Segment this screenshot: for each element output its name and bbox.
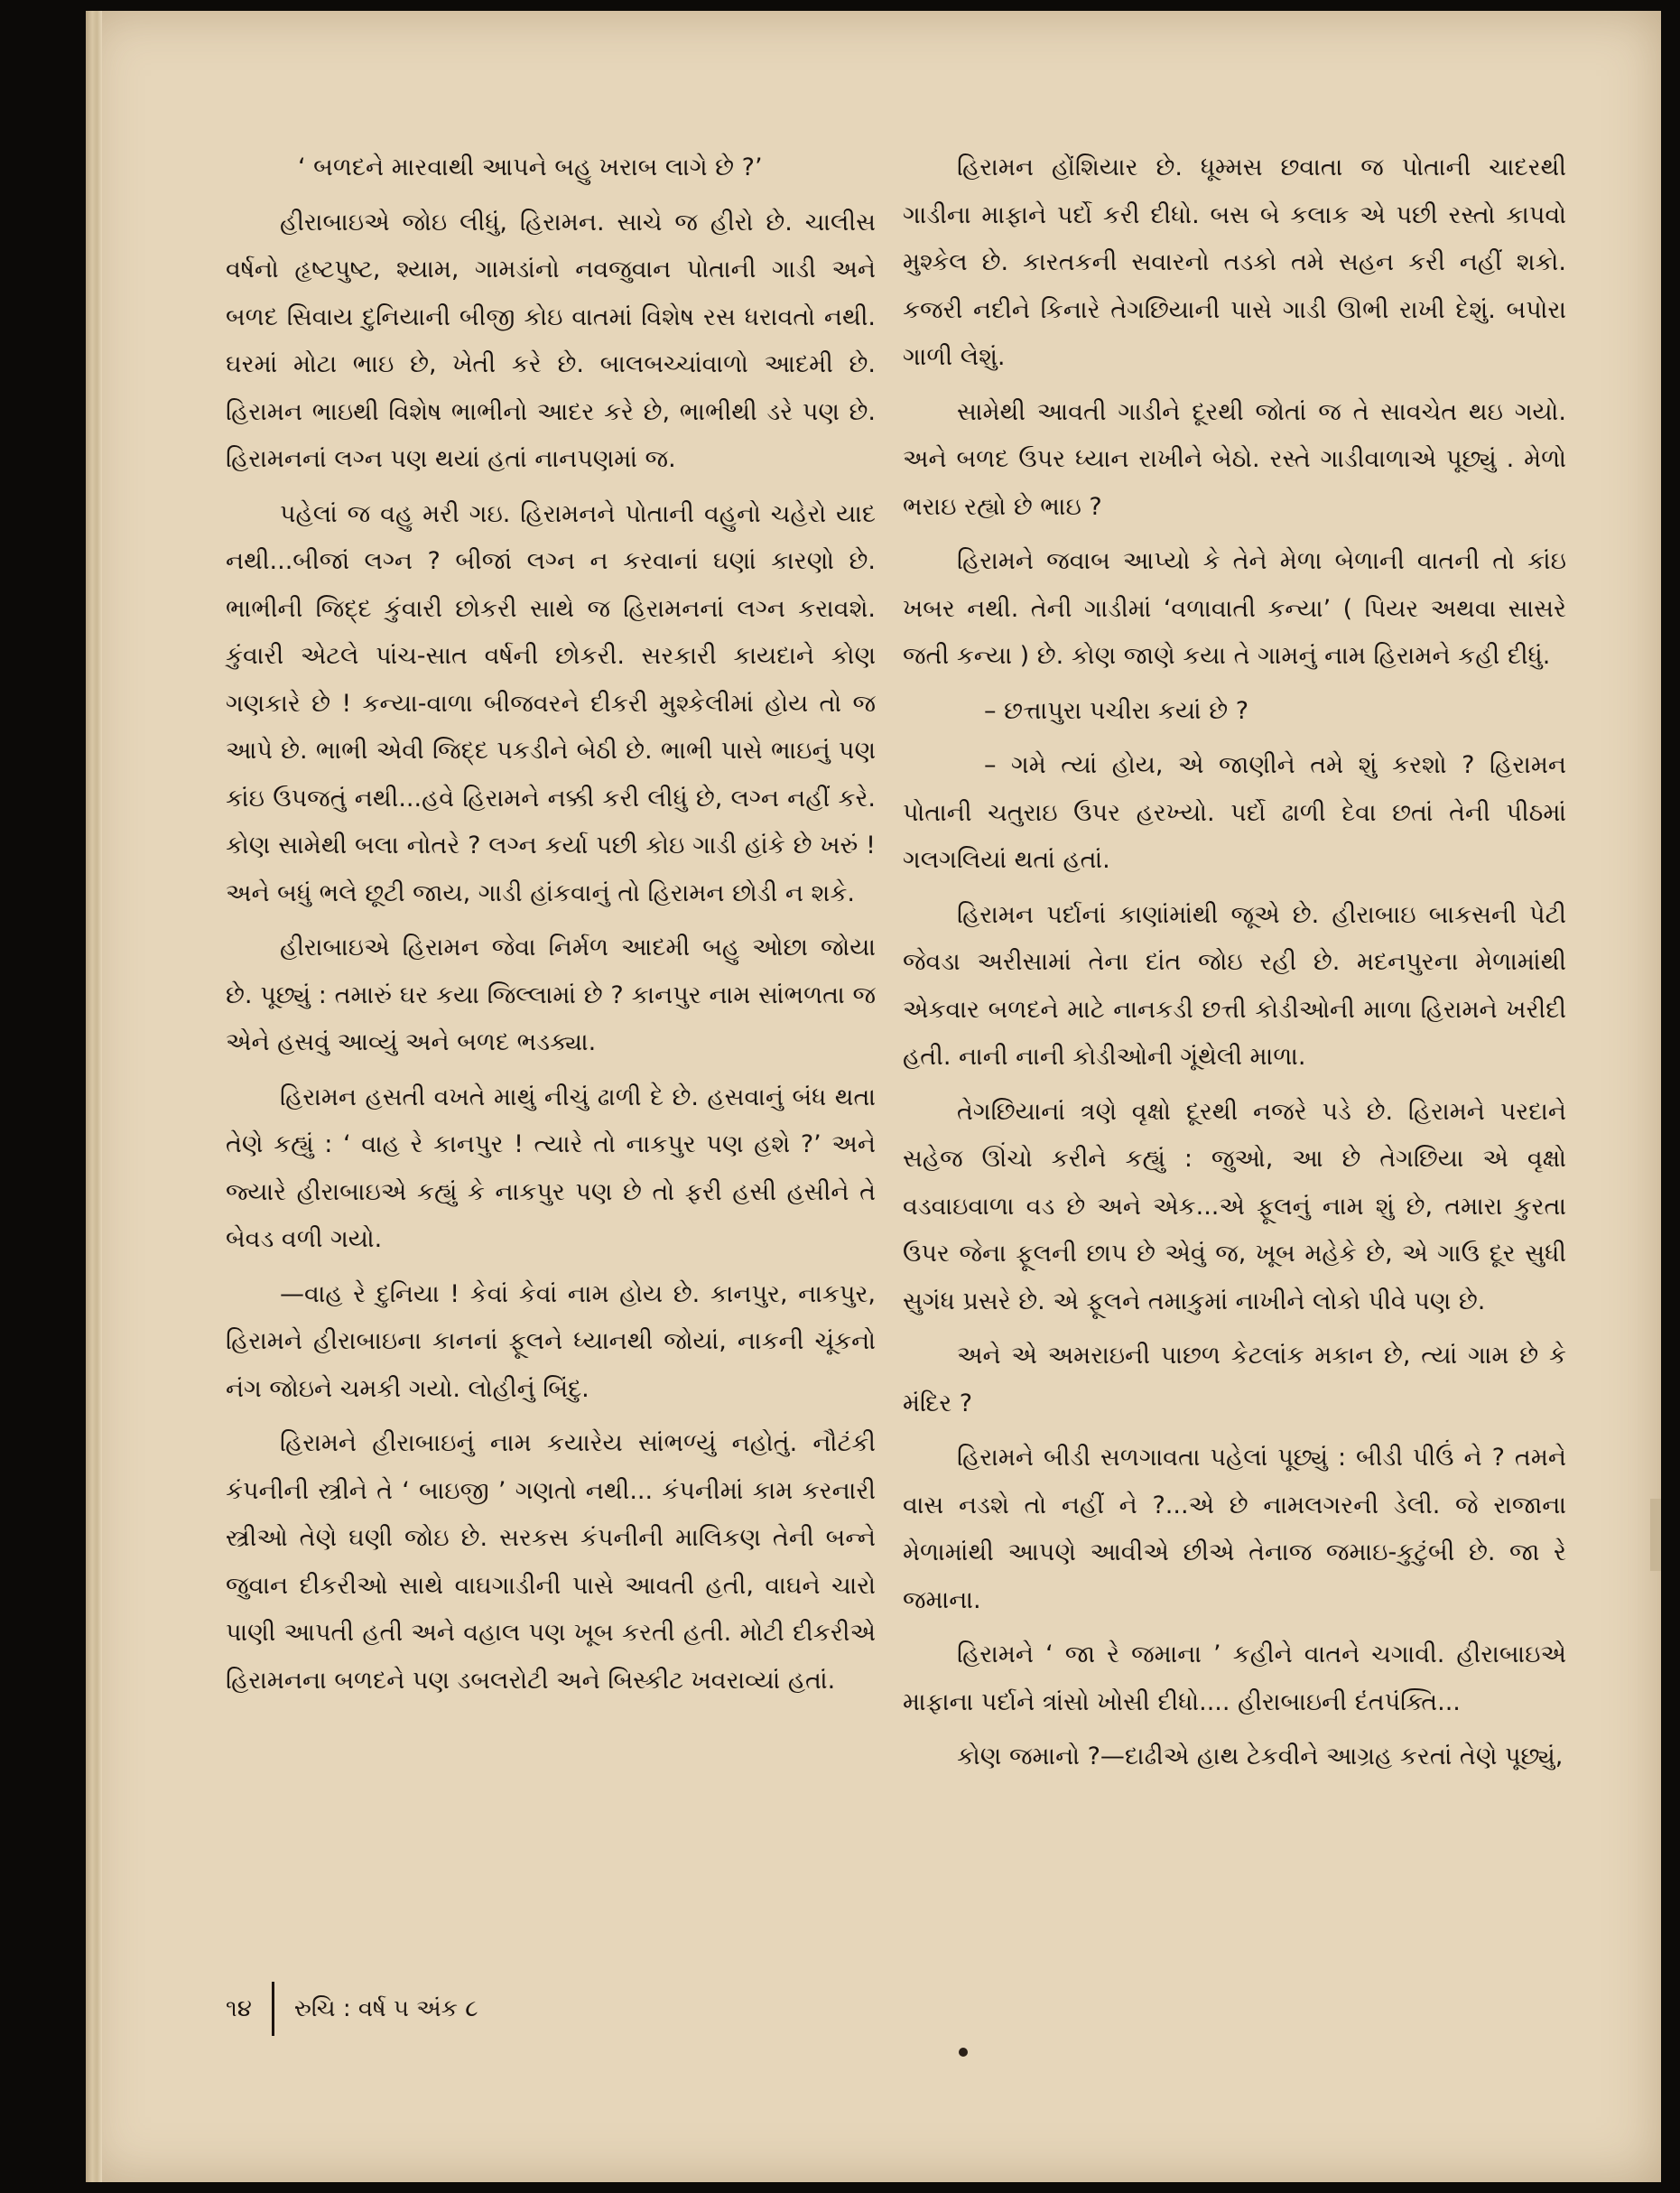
paragraph: —વાહ રે દુનિયા ! કેવાં કેવાં નામ હોય છે. કાનપુર, નાકપુર, હિરામને હીરાબાઇના કાનનાં ફૂલને ધ્યાનથી જોયાં, નાકની ચૂંકનો નંગ જોઇને ચમકી ગયો. લોહીનું બિંદુ. bbox=[226, 1279, 876, 1403]
page-binding-edge bbox=[86, 11, 102, 2182]
paragraph: હીરાબાઇએ હિરામન જેવા નિર્મળ આદમી બહુ ઓછા જોયા છે. પૂછ્યું : તમારું ઘર કયા જિલ્લામાં છે ? કાનપુર નામ સાંભળતા જ એને હસવું આવ્યું અને બળદ ભડક્યા. bbox=[226, 934, 876, 1056]
paragraph: હિરામને ‘ જા રે જમાના ’ કહીને વાતને ચગાવી. હીરાબાઇએ માફાના પર્દાને ત્રાંસો ખોસી દીધો.... હીરાબાઇની દંતપંક્તિ... bbox=[903, 1640, 1566, 1716]
dialogue-line: – છત્તાપુરા પચીરા કયાં છે ? bbox=[984, 696, 1249, 725]
page-footer bbox=[226, 1982, 478, 2036]
paragraph: હીરાબાઇએ જોઇ લીધું, હિરામન. સાચે જ હીરો છે. ચાલીસ વર્ષનો હૃષ્ટપુષ્ટ, શ્યામ, ગામડાંનો નવજુવાન પોતાની ગાડી અને બળદ સિવાય દુનિયાની બીજી કોઇ વાતમાં વિશેષ રસ ધરાવતો નથી. ઘરમાં મોટા ભાઇ છે, ખેતી કરે છે. બાલબચ્ચાંવાળો આદમી છે. હિરામન ભાઇથી વિશેષ ભાભીનો આદર કરે છે, ભાભીથી ડરે પણ છે. હિરામનનાં લગ્ન પણ થયાં હતાં નાનપણમાં જ. bbox=[226, 208, 876, 473]
paragraph: ‘ બળદને મારવાથી આપને બહુ ખરાબ લાગે છે ?’ bbox=[298, 153, 763, 181]
page-clip-mark bbox=[1650, 1499, 1661, 1571]
paragraph: હિરામને જવાબ આપ્યો કે તેને મેળા બેળાની વાતની તો કાંઇ ખબર નથી. તેની ગાડીમાં ‘વળાવાતી કન્યા’ ( પિયર અથવા સાસરે જતી કન્યા ) છે. કોણ જાણે કયા તે ગામનું નામ હિરામને કહી દીધું. bbox=[903, 547, 1566, 670]
paragraph: પહેલાં જ વહુ મરી ગઇ. હિરામનને પોતાની વહુનો ચહેરો યાદ નથી...બીજાં લગ્ન ? બીજાં લગ્ન ન કરવાનાં ઘણાં કારણો છે. ભાભીની જિદ્દ કુંવારી છોકરી સાથે જ હિરામનનાં લગ્ન કરાવશે. કુંવારી એટલે પાંચ-સાત વર્ષની છોકરી. સરકારી કાયદાને કોણ ગણકારે છે ! કન્યા-વાળા બીજવરને દીકરી મુશ્કેલીમાં હોય તો જ આપે છે. ભાભી એવી જિદ્દ પકડીને બેઠી છે. ભાભી પાસે ભાઇનું પણ કાંઇ ઉપજતું નથી...હવે હિરામને નક્કી કરી લીધું છે, લગ્ન નહીં કરે. કોણ સામેથી બલા નોતરે ? લગ્ન કર્યા પછી કોઇ ગાડી હાંકે છે ખરું ! અને બધું ભલે છૂટી જાય, ગાડી હાંકવાનું તો હિરામન છોડી ન શકે. bbox=[226, 499, 876, 907]
paragraph: અને એ અમરાઇની પાછળ કેટલાંક મકાન છે, ત્યાં ગામ છે કે મંદિર ? bbox=[903, 1342, 1566, 1417]
right-text-column bbox=[903, 144, 1566, 1789]
footer-divider bbox=[272, 1982, 274, 2036]
issue-info: રુચિ : વર્ષ ૫ અંક ૮ bbox=[293, 1994, 478, 2022]
paragraph: તેગછિયાનાં ત્રણે વૃક્ષો દૂરથી નજરે પડે છે. હિરામને પરદાને સહેજ ઊંચો કરીને કહ્યું : જુઓ, આ છે તેગછિયા એ વૃક્ષો વડવાઇવાળા વડ છે અને એક...એ ફૂલનું નામ શું છે, તમારા કુરતા ઉપર જેના ફૂલની છાપ છે એવું જ, ખૂબ મહેકે છે, એ ગાઉ દૂર સુધી સુગંધ પ્રસરે છે. એ ફૂલને તમાકુમાં નાખીને લોકો પીવે પણ છે. bbox=[903, 1097, 1566, 1315]
paragraph: સામેથી આવતી ગાડીને દૂરથી જોતાં જ તે સાવચેત થઇ ગયો. અને બળદ ઉપર ધ્યાન રાખીને બેઠો. રસ્તે ગાડીવાળાએ પૂછ્યું . મેળો ભરાઇ રહ્યો છે ભાઇ ? bbox=[903, 397, 1566, 521]
paragraph: હિરામન હોંશિયાર છે. ધૂમ્મસ છવાતા જ પોતાની ચાદરથી ગાડીના માફાને પર્દો કરી દીધો. બસ બે કલાક એ પછી રસ્તો કાપવો મુશ્કેલ છે. કારતકની સવારનો તડકો તમે સહન કરી નહીં શકો. કજરી નદીને કિનારે તેગછિયાની પાસે ગાડી ઊભી રાખી દેશું. બપોરા ગાળી લેશું. bbox=[903, 153, 1566, 371]
ink-dot bbox=[959, 2048, 968, 2057]
paragraph: હિરામને હીરાબાઇનું નામ કયારેય સાંભળ્યું નહોતું. નૌટંકી કંપનીની સ્ત્રીને તે ‘ બાઇજી ’ ગણતો નથી... કંપનીમાં કામ કરનારી સ્ત્રીઓ તેણે ઘણી જોઇ છે. સરકસ કંપનીની માલિકણ તેની બન્ને જુવાન દીકરીઓ સાથે વાઘગાડીની પાસે આવતી હતી, વાઘને ચારો પાણી આપતી હતી અને વહાલ પણ ખૂબ કરતી હતી. મોટી દીકરીએ હિરામનના બળદને પણ ડબલરોટી અને બિસ્કીટ ખવરાવ્યાં હતાં. bbox=[226, 1429, 876, 1695]
paragraph: હિરામન હસતી વખતે માથું નીચું ઢાળી દે છે. હસવાનું બંધ થતા તેણે કહ્યું : ‘ વાહ રે કાનપુર ! ત્યારે તો નાકપુર પણ હશે ?’ અને જ્યારે હીરાબાઇએ કહ્યું કે નાકપુર પણ છે તો ફરી હસી હસીને તે બેવડ વળી ગયો. bbox=[226, 1083, 876, 1253]
paragraph: હિરામને બીડી સળગાવતા પહેલાં પૂછ્યું : બીડી પીઉં ને ? તમને વાસ નડશે તો નહીં ને ?...એ છે નામલગરની ડેલી. જે રાજાના મેળામાંથી આપણે આવીએ છીએ તેનાજ જમાઇ-કુટુંબી છે. જા રે જમાના. bbox=[903, 1444, 1566, 1614]
dialogue-line: – ગમે ત્યાં હોય, એ જાણીને તમે શું કરશો ? હિરામન પોતાની ચતુરાઇ ઉપર હરખ્યો. પર્દો ઢાળી દેવા છતાં તેની પીઠમાં ગલગલિયાં થતાં હતાં. bbox=[903, 751, 1566, 874]
page-number: ૧૪ bbox=[226, 1994, 252, 2022]
left-text-column bbox=[226, 144, 876, 1712]
paragraph: હિરામન પર્દાનાં કાણાંમાંથી જૂએ છે. હીરાબાઇ બાકસની પેટી જેવડા અરીસામાં તેના દાંત જોઇ રહી છે. મદનપુરના મેળામાંથી એકવાર બળદને માટે નાનકડી છત્તી કોડીઓની માળા હિરામને ખરીદી હતી. નાની નાની કોડીઓની ગૂંથેલી માળા. bbox=[903, 900, 1566, 1071]
paragraph: કોણ જમાનો ?—દાઢીએ હાથ ટેકવીને આગ્રહ કરતાં તેણે પૂછ્યું, bbox=[957, 1742, 1564, 1770]
